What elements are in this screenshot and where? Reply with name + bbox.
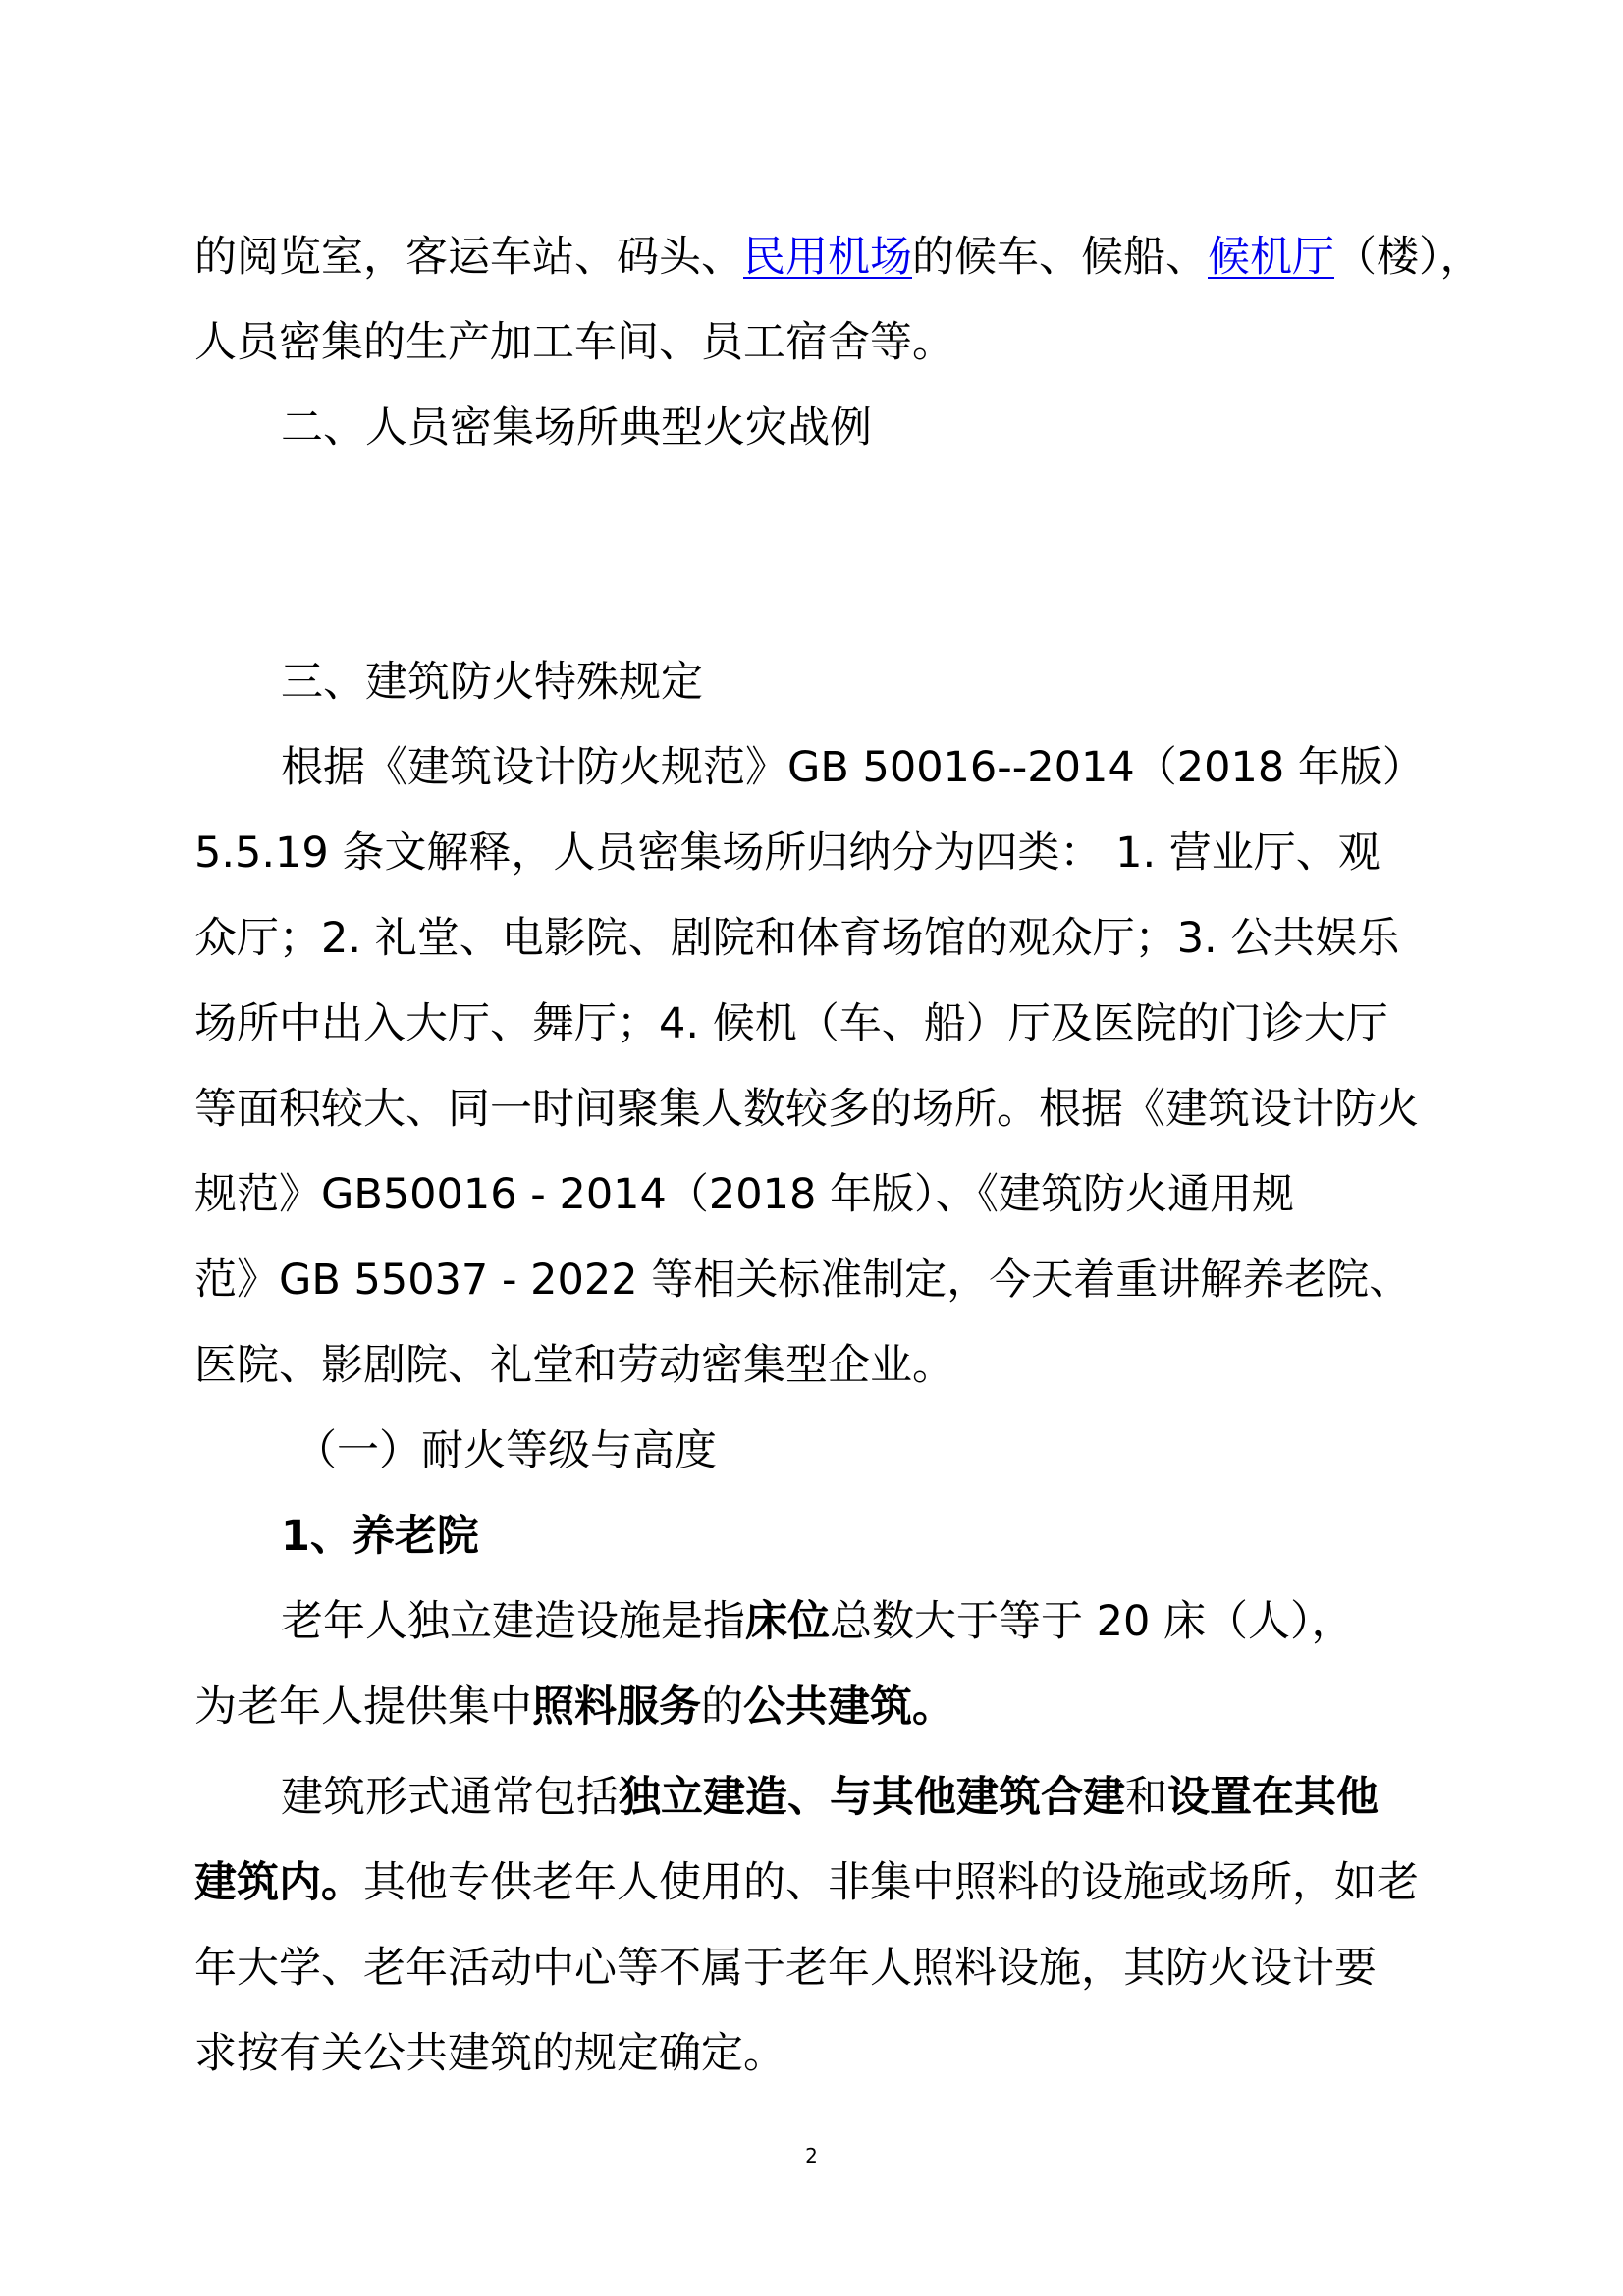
text-span: 范》GB 55037 - 2022 等相关标准制定，今天着重讲解养老院、 — [194, 1255, 1412, 1305]
text-span: 根据《建筑设计防火规范》GB 50016--2014（2018 年版） — [281, 743, 1425, 792]
text-span: 场所中出入大厅、舞厅；4. 候机（车、船）厅及医院的门诊大厅 — [194, 999, 1388, 1048]
text-span: 规范》GB50016 - 2014（2018 年版）、《建筑防火通用规 — [194, 1170, 1294, 1219]
text-span: 为老年人提供集中 — [194, 1682, 532, 1732]
text-span: 老年人独立建造设施是指 — [281, 1597, 745, 1646]
link-civil-airport[interactable]: 民用机场 — [743, 233, 912, 282]
body-line-10 — [194, 1165, 1294, 1224]
body-line-19 — [194, 1939, 1377, 1998]
body-line-11 — [194, 1251, 1411, 1309]
text-span: 等面积较大、同一时间聚集人数较多的场所。根据《建筑设计防火 — [194, 1085, 1419, 1134]
body-line-17 — [281, 1768, 1379, 1827]
heading-text: （一）耐火等级与高度 — [295, 1426, 717, 1475]
body-line-6 — [194, 824, 1380, 882]
link-departure-hall[interactable]: 候机厅 — [1208, 233, 1334, 282]
bold-span: 建筑内。 — [194, 1858, 363, 1907]
body-line-9 — [194, 1080, 1419, 1139]
text-span: 的候车、候船、 — [912, 233, 1208, 282]
body-line-1 — [194, 228, 1483, 287]
text-span: 人员密集的生产加工车间、员工宿舍等。 — [194, 318, 954, 367]
text-span: 总数大于等于 20 床（人）， — [830, 1597, 1354, 1646]
text-span: 其他专供老年人使用的、非集中照料的设施或场所，如老 — [363, 1858, 1419, 1907]
body-line-8 — [194, 994, 1388, 1053]
bold-span: 设置在其他 — [1167, 1773, 1379, 1822]
text-span: （楼）， — [1334, 233, 1483, 282]
heading-text: 二、人员密集场所典型火灾战例 — [281, 403, 872, 453]
text-span: 的 — [701, 1682, 743, 1732]
text-span: 5.5.19 条文解释，人员密集场所归纳分为四类： 1. 营业厅、观 — [194, 828, 1380, 878]
heading-text: 1、养老院 — [281, 1512, 479, 1561]
body-line-16 — [194, 1678, 954, 1736]
body-line-5 — [281, 738, 1425, 797]
bold-span: 公共建筑。 — [743, 1682, 954, 1732]
body-line-7 — [194, 909, 1399, 968]
text-span: 求按有关公共建筑的规定确定。 — [194, 2029, 785, 2078]
text-span: 建筑形式通常包括 — [281, 1773, 619, 1822]
bold-span: 照料服务 — [532, 1682, 701, 1732]
body-line-2 — [194, 313, 954, 372]
subsection-heading-1 — [295, 1421, 717, 1480]
bold-span: 独立建造、与其他建筑合建 — [619, 1773, 1125, 1822]
page-number: 2 — [805, 2144, 818, 2167]
text-span: 的阅览室，客运车站、码头、 — [194, 233, 743, 282]
body-line-12 — [194, 1336, 954, 1395]
body-line-15 — [281, 1592, 1354, 1651]
text-span: 众厅；2. 礼堂、电影院、剧院和体育场馆的观众厅；3. 公共娱乐 — [194, 914, 1400, 963]
text-span: 医院、影剧院、礼堂和劳动密集型企业。 — [194, 1341, 954, 1390]
heading-text: 三、建筑防火特殊规定 — [281, 658, 703, 707]
body-line-18 — [194, 1853, 1419, 1912]
text-span: 和 — [1125, 1773, 1167, 1822]
item-heading-nursing-home — [281, 1507, 479, 1566]
section-heading-2 — [281, 399, 872, 457]
body-line-20 — [194, 2024, 785, 2083]
bold-span: 床位 — [745, 1597, 830, 1646]
section-heading-3 — [281, 653, 703, 712]
text-span: 年大学、老年活动中心等不属于老年人照料设施，其防火设计要 — [194, 1944, 1377, 1993]
